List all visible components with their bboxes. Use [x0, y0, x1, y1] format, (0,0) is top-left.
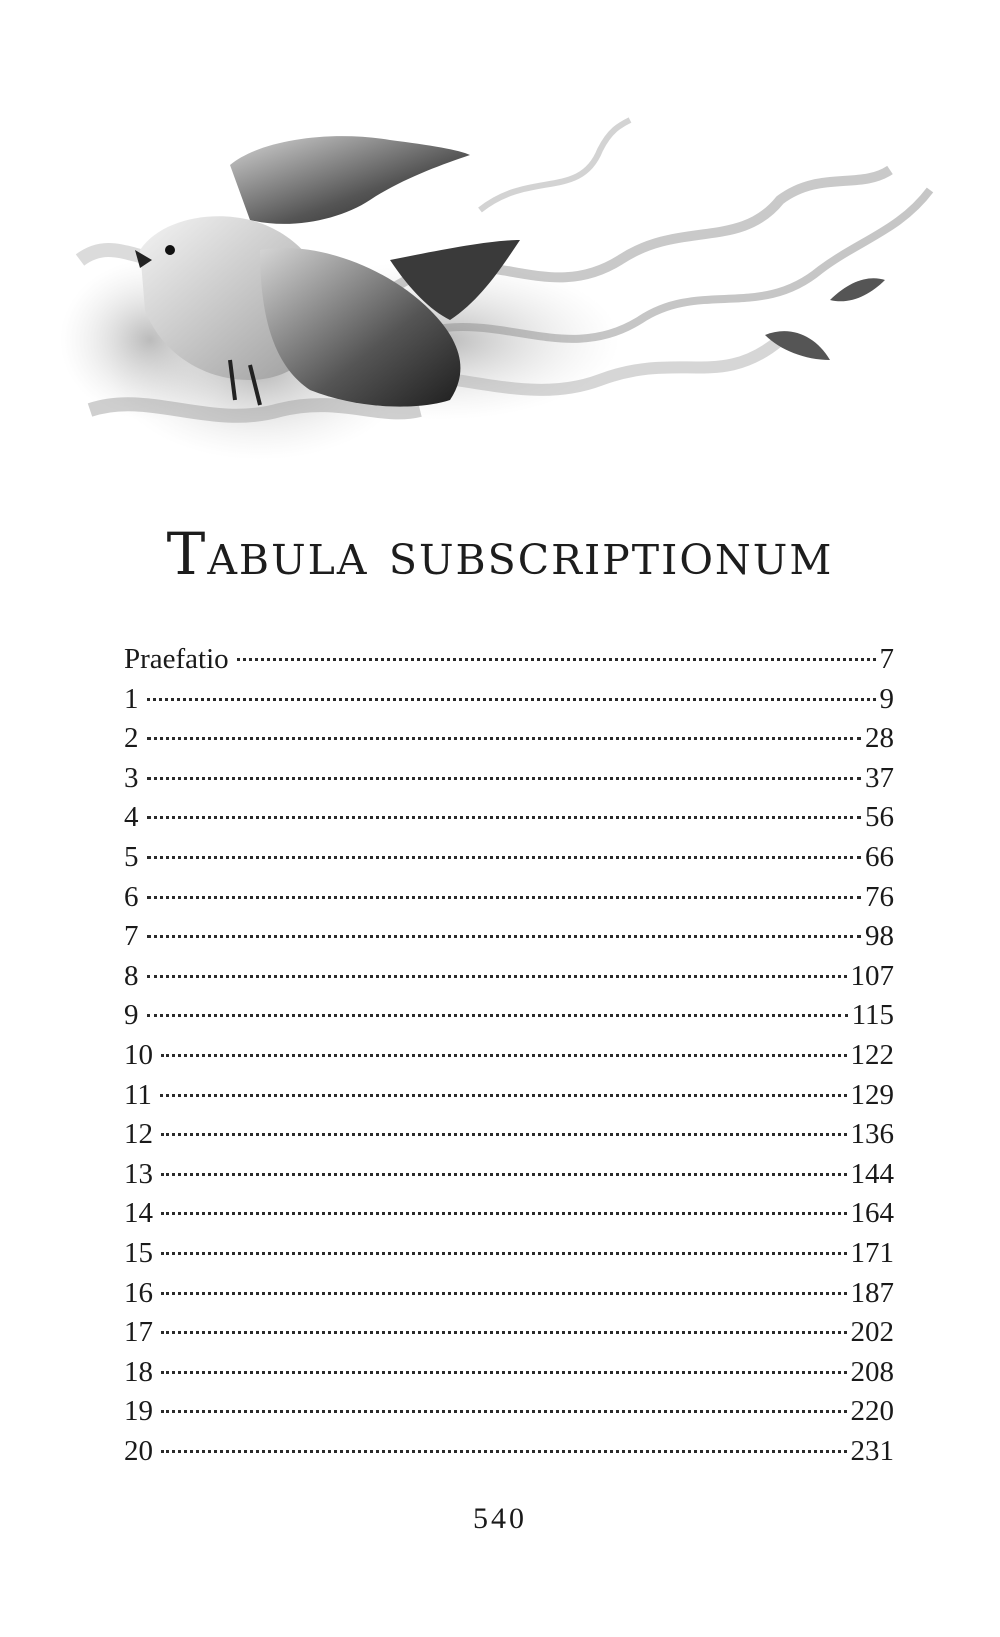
toc-entry-page: 144	[850, 1157, 894, 1190]
toc-entry	[124, 680, 894, 720]
toc-entry-label: 7	[124, 920, 139, 953]
toc-entry-label: 5	[124, 840, 139, 873]
toc-entry-page: 129	[850, 1078, 894, 1111]
toc-entry	[124, 878, 894, 918]
toc-entry-label: 17	[124, 1316, 153, 1349]
toc-dot-leader	[161, 1212, 847, 1215]
toc-dot-leader	[161, 1133, 847, 1136]
bird-smoke-illustration	[60, 110, 940, 480]
toc-entry	[124, 1274, 894, 1314]
toc-entry-page: 231	[850, 1434, 894, 1467]
toc-entry	[124, 1353, 894, 1393]
toc-entry	[124, 957, 894, 997]
toc-dot-leader	[147, 737, 862, 740]
toc-entry-label: 12	[124, 1118, 153, 1151]
toc-entry-page: 76	[865, 880, 894, 913]
toc-dot-leader	[161, 1450, 847, 1453]
toc-entry	[124, 1115, 894, 1155]
toc-entry-label: 3	[124, 761, 139, 794]
toc-entry-page: 187	[850, 1276, 894, 1309]
toc-dot-leader	[147, 698, 876, 701]
toc-dot-leader	[161, 1410, 847, 1413]
toc-dot-leader	[161, 1173, 847, 1176]
toc-entry-page: 7	[879, 643, 894, 675]
toc-entry	[124, 1155, 894, 1195]
toc-dot-leader	[147, 856, 862, 859]
toc-dot-leader	[161, 1331, 847, 1334]
toc-entry-page: 136	[850, 1118, 894, 1151]
toc-entry	[124, 759, 894, 799]
toc-dot-leader	[147, 896, 862, 899]
toc-entry-page: 107	[850, 959, 894, 992]
toc-entry-page: 28	[865, 722, 894, 755]
toc-entry-label: 16	[124, 1276, 153, 1309]
toc-entry-label: 13	[124, 1157, 153, 1190]
toc-dot-leader	[147, 816, 862, 819]
toc-entry	[124, 1432, 894, 1472]
toc-dot-leader	[237, 658, 876, 661]
toc-entry-label: 1	[124, 682, 139, 715]
toc-entry-label: 6	[124, 880, 139, 913]
toc-entry	[124, 1392, 894, 1432]
toc-entry-label: 15	[124, 1236, 153, 1269]
toc-entry-page: 37	[865, 761, 894, 794]
toc-dot-leader	[161, 1054, 847, 1057]
toc-entry-page: 115	[851, 999, 894, 1032]
toc-entry	[124, 1313, 894, 1353]
toc-entry-page: 171	[850, 1236, 894, 1269]
toc-entry-label: 18	[124, 1355, 153, 1388]
toc-entry-label: 4	[124, 801, 139, 834]
toc-entry	[124, 917, 894, 957]
toc-entry-label: 2	[124, 722, 139, 755]
toc-entry	[124, 1194, 894, 1234]
toc-entry-page: 164	[850, 1197, 894, 1230]
toc-entry-label: 8	[124, 959, 139, 992]
toc-entry-page: 9	[879, 682, 894, 715]
toc-entry	[124, 719, 894, 759]
toc-entry-page: 56	[865, 801, 894, 834]
toc-entry	[124, 838, 894, 878]
toc-entry	[124, 996, 894, 1036]
toc-dot-leader	[161, 1371, 847, 1374]
toc-dot-leader	[147, 1014, 848, 1017]
toc-entry-page: 66	[865, 840, 894, 873]
toc-dot-leader	[147, 935, 862, 938]
toc-entry-page: 98	[865, 920, 894, 953]
toc-dot-leader	[161, 1292, 847, 1295]
toc-entry-label: 9	[124, 999, 139, 1032]
toc-entry	[124, 1036, 894, 1076]
toc-entry	[124, 640, 894, 680]
toc-dot-leader	[147, 975, 847, 978]
toc-entry	[124, 798, 894, 838]
toc-entry-page: 122	[850, 1038, 894, 1071]
toc-dot-leader	[161, 1252, 847, 1255]
toc-dot-leader	[160, 1094, 847, 1097]
toc-entry-label: 20	[124, 1434, 153, 1467]
toc-entry-page: 220	[850, 1395, 894, 1428]
toc-entry-label: 10	[124, 1038, 153, 1071]
toc-entry	[124, 1076, 894, 1116]
page-title: Tabula subscriptionum	[166, 520, 834, 588]
toc-entry-label: 19	[124, 1395, 153, 1428]
toc-entry	[124, 1234, 894, 1274]
toc-entry-label: Praefatio	[124, 643, 229, 675]
table-of-contents	[124, 640, 894, 1471]
toc-entry-page: 208	[850, 1355, 894, 1388]
toc-dot-leader	[147, 777, 862, 780]
toc-entry-label: 14	[124, 1197, 153, 1230]
page-number: 540	[473, 1502, 527, 1535]
toc-entry-label: 11	[124, 1078, 152, 1111]
toc-entry-page: 202	[850, 1316, 894, 1349]
